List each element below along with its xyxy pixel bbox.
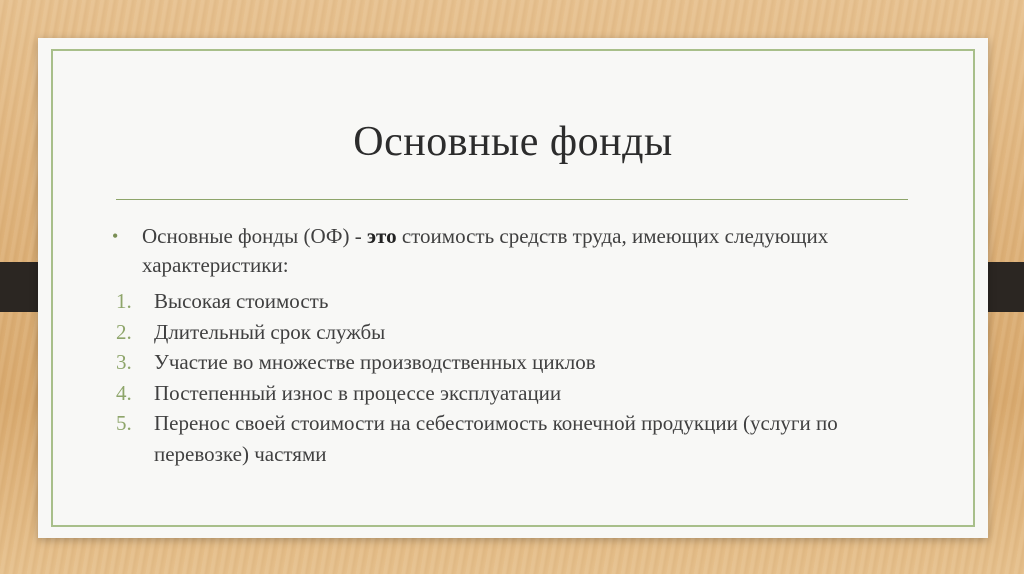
slide-body: [110, 222, 850, 469]
list-item: [110, 408, 850, 469]
list-item-text: Длительный срок службы: [154, 319, 386, 344]
list-number: 2.: [116, 319, 132, 344]
list-number: 3.: [116, 350, 132, 374]
list-item-text: Высокая стоимость: [154, 289, 329, 313]
list-item-text: Постепенный износ в процессе эксплуатации: [154, 380, 562, 405]
intro-rest: стоимость средств труда, имеющих следующих характеристики:: [142, 224, 829, 277]
list-item-text: Участие во множестве производственных циклов: [154, 350, 596, 374]
characteristics-list: [110, 286, 850, 469]
slide-title: Основные фонды: [353, 119, 673, 165]
bullet-icon: •: [112, 226, 119, 246]
list-number: 5.: [116, 411, 132, 435]
title-divider: [116, 199, 908, 200]
list-item: [110, 286, 850, 317]
slide-card: [38, 38, 988, 538]
list-item: [110, 378, 850, 409]
intro-lead: Основные фонды (ОФ) -: [142, 224, 367, 248]
intro-paragraph: [110, 222, 850, 280]
list-item-text: Перенос своей стоимости на себестоимость конечной продукции (услуги по перевозке) частями: [154, 411, 838, 466]
intro-bold: это: [366, 224, 397, 248]
list-number: 4.: [116, 380, 132, 405]
list-number: 1.: [116, 289, 132, 313]
list-item: [110, 317, 850, 348]
list-item: [110, 347, 850, 378]
